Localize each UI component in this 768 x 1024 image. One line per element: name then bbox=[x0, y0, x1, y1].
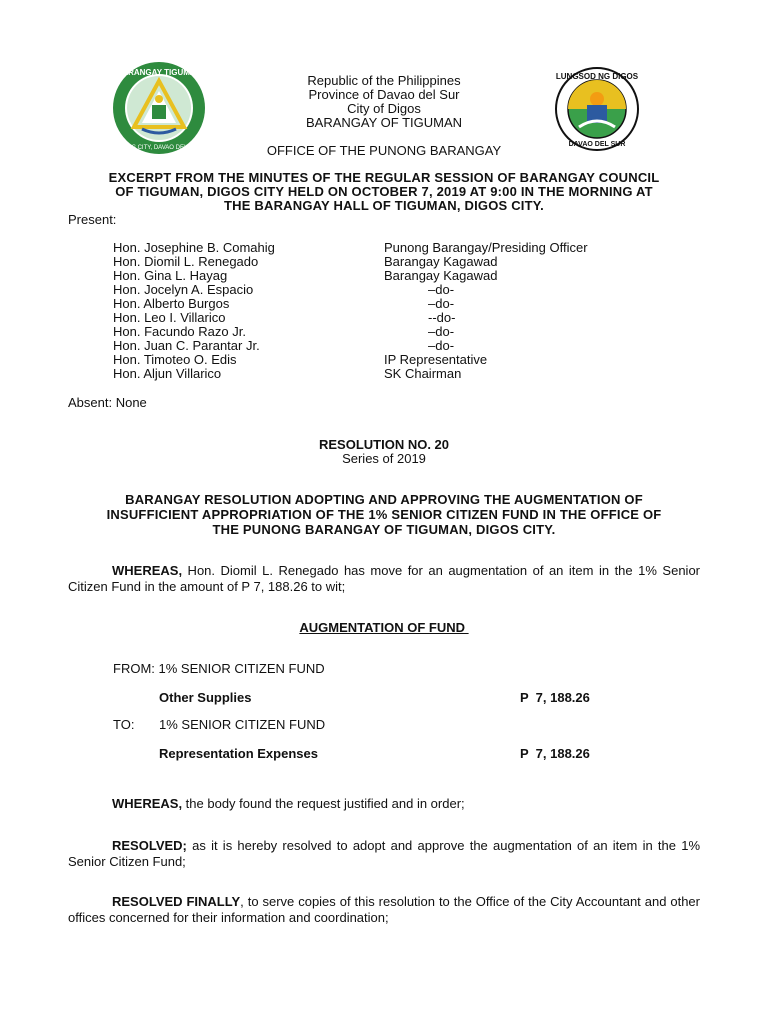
member-name: Hon. Juan C. Parantar Jr. bbox=[113, 338, 260, 353]
whereas2-lead: WHEREAS, bbox=[112, 796, 183, 811]
member-row bbox=[113, 311, 713, 325]
member-row bbox=[113, 255, 713, 269]
whereas-lead: WHEREAS, bbox=[112, 563, 183, 578]
member-name: Hon. Leo I. Villarico bbox=[113, 310, 226, 325]
whereas2-text: the body found the request justified and in order; bbox=[182, 796, 465, 811]
member-position: –do- bbox=[428, 338, 455, 353]
present-label: Present: bbox=[68, 212, 117, 227]
to-label: TO: bbox=[113, 717, 135, 732]
member-row bbox=[113, 325, 713, 339]
excerpt-line-2: OF TIGUMAN, DIGOS CITY HELD ON OCTOBER 7, 2019 AT 9:00 IN THE MORNING AT bbox=[115, 184, 653, 199]
member-position: Punong Barangay/Presiding Officer bbox=[384, 240, 588, 255]
member-row bbox=[113, 283, 713, 297]
to-item: Representation Expenses bbox=[159, 746, 318, 761]
member-row bbox=[113, 269, 713, 283]
svg-text:LUNGSOD NG DIGOS: LUNGSOD NG DIGOS bbox=[555, 72, 639, 81]
lungsod-ng-digos-seal bbox=[555, 67, 639, 151]
from-item: Other Supplies bbox=[159, 690, 252, 705]
resolution-title-line-3: THE PUNONG BARANGAY OF TIGUMAN, DIGOS CITY. bbox=[212, 522, 556, 537]
member-name: Hon. Timoteo O. Edis bbox=[113, 352, 237, 367]
member-position: SK Chairman bbox=[384, 366, 462, 381]
resolution-number: RESOLUTION NO. 20 bbox=[318, 437, 450, 452]
member-row bbox=[113, 353, 713, 367]
header-line-1: Republic of the Philippines bbox=[307, 73, 461, 88]
whereas-text: Hon. Diomil L. Renegado has move for an augmentation of an item in the 1% Senior Citizen Fund in the amount of P 7, 188.26 to wit; bbox=[68, 563, 700, 594]
barangay-tiguman-seal bbox=[112, 61, 206, 155]
member-position: –do- bbox=[428, 296, 455, 311]
svg-text:DIGOS CITY, DAVAO DEL SUR: DIGOS CITY, DAVAO DEL SUR bbox=[116, 145, 202, 151]
svg-text:BARANGAY TIGUMAN: BARANGAY TIGUMAN bbox=[116, 68, 202, 77]
member-name: Hon. Aljun Villarico bbox=[113, 366, 222, 381]
member-row bbox=[113, 297, 713, 311]
member-name: Hon. Jocelyn A. Espacio bbox=[113, 282, 254, 297]
member-position: Barangay Kagawad bbox=[384, 268, 498, 283]
whereas-paragraph-1 bbox=[68, 563, 700, 595]
to-amount: P 7, 188.26 bbox=[520, 746, 590, 761]
header-line-2: Province of Davao del Sur bbox=[308, 87, 460, 102]
member-name: Hon. Facundo Razo Jr. bbox=[113, 324, 246, 339]
resolved-finally-paragraph bbox=[68, 894, 700, 926]
whereas-paragraph-2 bbox=[68, 796, 700, 812]
header-line-4: BARANGAY OF TIGUMAN bbox=[305, 115, 463, 130]
resolution-title-line-1: BARANGAY RESOLUTION ADOPTING AND APPROVING THE AUGMENTATION OF bbox=[125, 492, 643, 507]
member-name: Hon. Alberto Burgos bbox=[113, 296, 230, 311]
resolution-series: Series of 2019 bbox=[342, 451, 426, 466]
member-position: IP Representative bbox=[384, 352, 488, 367]
resolved-text: as it is hereby resolved to adopt and approve the augmentation of an item in the 1% Senior Citizen Fund; bbox=[68, 838, 700, 869]
resolved-paragraph bbox=[68, 838, 700, 870]
member-position: –do- bbox=[428, 324, 455, 339]
member-position: Barangay Kagawad bbox=[384, 254, 498, 269]
from-amount: P 7, 188.26 bbox=[520, 690, 590, 705]
member-position: –do- bbox=[428, 282, 455, 297]
resolution-title-line-2: INSUFFICIENT APPROPRIATION OF THE 1% SENIOR CITIZEN FUND IN THE OFFICE OF bbox=[106, 507, 662, 522]
office-title: OFFICE OF THE PUNONG BARANGAY bbox=[266, 143, 502, 158]
svg-text:DAVAO DEL SUR: DAVAO DEL SUR bbox=[568, 141, 626, 148]
header-line-3: City of Digos bbox=[347, 101, 421, 116]
member-name: Hon. Josephine B. Comahig bbox=[113, 240, 275, 255]
member-name: Hon. Gina L. Hayag bbox=[113, 268, 228, 283]
resolved-finally-lead: RESOLVED FINALLY bbox=[112, 894, 241, 909]
member-name: Hon. Diomil L. Renegado bbox=[113, 254, 259, 269]
excerpt-line-3: THE BARANGAY HALL OF TIGUMAN, DIGOS CITY. bbox=[224, 198, 544, 213]
absent-line: Absent: None bbox=[68, 395, 147, 410]
member-row bbox=[113, 367, 713, 381]
to-fund: 1% SENIOR CITIZEN FUND bbox=[159, 717, 326, 732]
member-row bbox=[113, 241, 713, 255]
from-label: FROM: 1% SENIOR CITIZEN FUND bbox=[113, 661, 325, 676]
resolved-lead: RESOLVED; bbox=[112, 838, 187, 853]
resolved-finally-text: , to serve copies of this resolution to the Office of the City Accountant and other offices concerned for their information and coordination; bbox=[68, 894, 700, 925]
augmentation-heading: AUGMENTATION OF FUND bbox=[299, 620, 469, 635]
member-row bbox=[113, 339, 713, 353]
excerpt-line-1: EXCERPT FROM THE MINUTES OF THE REGULAR SESSION OF BARANGAY COUNCIL bbox=[108, 170, 660, 185]
member-position: --do- bbox=[428, 310, 456, 325]
